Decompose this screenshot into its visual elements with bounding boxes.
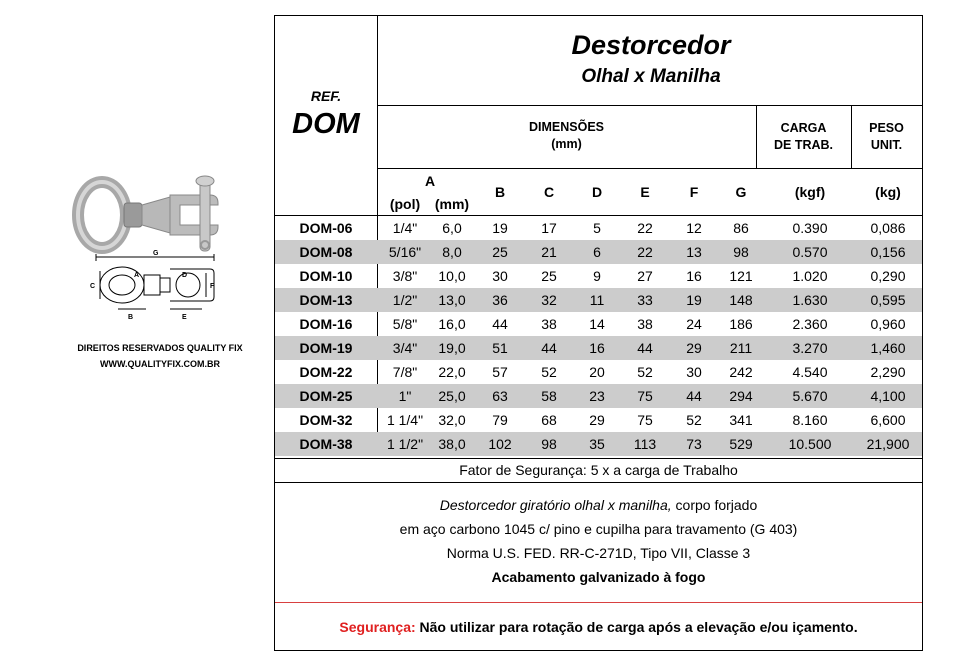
cell-g: 529 — [729, 436, 753, 452]
cell-kg: 0,595 — [870, 292, 906, 308]
table-row — [275, 288, 922, 312]
cell-g: 242 — [729, 364, 753, 380]
row-ref: DOM-22 — [299, 364, 353, 380]
safety-factor: Fator de Segurança: 5 x a carga de Trabalho — [459, 462, 738, 478]
cell-kgf: 10.500 — [788, 436, 832, 452]
cell-pol: 5/16" — [388, 244, 422, 260]
cell-g: 121 — [729, 268, 753, 284]
row-ref: DOM-16 — [299, 316, 353, 332]
cell-c: 38 — [541, 316, 557, 332]
cell-d: 11 — [589, 292, 605, 308]
weight-header: PESO UNIT. — [869, 121, 904, 152]
cell-f: 16 — [686, 268, 702, 284]
cell-d: 20 — [589, 364, 605, 380]
cell-f: 52 — [686, 412, 702, 428]
table-row — [275, 240, 922, 264]
row-ref: DOM-08 — [299, 244, 353, 260]
cell-f: 73 — [686, 436, 702, 452]
cell-kg: 4,100 — [870, 388, 906, 404]
table-row — [275, 408, 922, 432]
cell-d: 23 — [589, 388, 605, 404]
col-a: A — [424, 173, 436, 189]
cell-d: 16 — [589, 340, 605, 356]
cell-g: 86 — [733, 220, 749, 236]
cell-g: 294 — [729, 388, 753, 404]
col-kgf: (kgf) — [794, 184, 826, 200]
table-row — [275, 432, 922, 456]
cell-mm: 10,0 — [438, 268, 466, 284]
row-ref: DOM-38 — [299, 436, 353, 452]
description-line-4: Acabamento galvanizado à fogo — [491, 569, 706, 585]
col-d: D — [591, 184, 603, 200]
cell-b: 51 — [492, 340, 508, 356]
cell-e: 22 — [637, 244, 653, 260]
cell-kg: 2,290 — [870, 364, 906, 380]
row-ref: DOM-25 — [299, 388, 353, 404]
cell-kg: 6,600 — [870, 412, 906, 428]
cell-b: 19 — [492, 220, 508, 236]
cell-b: 44 — [492, 316, 508, 332]
cell-kg: 0,290 — [870, 268, 906, 284]
cell-mm: 16,0 — [438, 316, 466, 332]
table-row — [275, 384, 922, 408]
cell-e: 75 — [637, 412, 653, 428]
cell-pol: 1/4" — [392, 220, 418, 236]
cell-kg: 0,156 — [870, 244, 906, 260]
row-ref: DOM-06 — [299, 220, 353, 236]
cell-c: 58 — [541, 388, 557, 404]
cell-b: 57 — [492, 364, 508, 380]
cell-kgf: 0.390 — [792, 220, 828, 236]
cell-pol: 5/8" — [392, 316, 418, 332]
cell-pol: 1" — [398, 388, 412, 404]
dimension-letter-e: E — [182, 314, 187, 321]
dimension-letter-b: B — [128, 314, 134, 321]
col-g: G — [735, 184, 747, 200]
cell-c: 25 — [541, 268, 557, 284]
cell-d: 29 — [589, 412, 605, 428]
cell-pol: 1/2" — [392, 292, 418, 308]
cell-g: 341 — [729, 412, 753, 428]
cell-c: 68 — [541, 412, 557, 428]
cell-kgf: 5.670 — [792, 388, 828, 404]
cell-g: 186 — [729, 316, 753, 332]
cell-mm: 22,0 — [438, 364, 466, 380]
product-subtitle: Olhal x Manilha — [581, 66, 721, 87]
cell-g: 98 — [733, 244, 749, 260]
dimension-letter-f: F — [210, 283, 215, 290]
cell-pol: 3/4" — [392, 340, 418, 356]
cell-d: 35 — [589, 436, 605, 452]
cell-f: 44 — [686, 388, 702, 404]
row-ref: DOM-10 — [299, 268, 353, 284]
row-ref: DOM-19 — [299, 340, 353, 356]
cell-e: 75 — [637, 388, 653, 404]
table-row — [275, 216, 922, 240]
cell-kg: 21,900 — [866, 436, 910, 452]
table-row — [275, 312, 922, 336]
cell-d: 14 — [589, 316, 605, 332]
cell-e: 22 — [637, 220, 653, 236]
col-mm: (mm) — [434, 196, 470, 212]
cell-b: 79 — [492, 412, 508, 428]
cell-f: 13 — [686, 244, 702, 260]
table-row — [275, 360, 922, 384]
cell-b: 63 — [492, 388, 508, 404]
cell-pol: 3/8" — [392, 268, 418, 284]
description-line-2: em aço carbono 1045 c/ pino e cupilha para travamento (G 403) — [399, 521, 798, 537]
load-header: CARGA DE TRAB. — [773, 121, 834, 152]
cell-kgf: 0.570 — [792, 244, 828, 260]
col-c: C — [543, 184, 555, 200]
cell-mm: 6,0 — [442, 220, 462, 236]
cell-e: 38 — [637, 316, 653, 332]
cell-e: 52 — [637, 364, 653, 380]
cell-c: 32 — [541, 292, 557, 308]
dimension-letter-c: C — [90, 283, 96, 290]
cell-e: 44 — [637, 340, 653, 356]
cell-g: 148 — [729, 292, 753, 308]
col-f: F — [689, 184, 699, 200]
cell-pol: 1 1/4" — [386, 412, 424, 428]
cell-mm: 32,0 — [438, 412, 466, 428]
cell-kgf: 2.360 — [792, 316, 828, 332]
col-pol: (pol) — [389, 196, 421, 212]
product-title: Destorcedor — [571, 30, 731, 60]
cell-c: 44 — [541, 340, 557, 356]
cell-mm: 8,0 — [442, 244, 462, 260]
dimension-letter-d: D — [182, 272, 188, 279]
cell-c: 21 — [541, 244, 557, 260]
cell-c: 17 — [541, 220, 557, 236]
rights-notice: DIREITOS RESERVADOS QUALITY FIX — [77, 343, 243, 353]
spec-table — [274, 15, 923, 651]
col-e: E — [640, 184, 650, 200]
cell-d: 5 — [593, 220, 601, 236]
safety-warning — [275, 602, 922, 650]
cell-b: 25 — [492, 244, 508, 260]
cell-b: 102 — [488, 436, 512, 452]
col-kg: (kg) — [875, 184, 901, 200]
cell-mm: 38,0 — [438, 436, 466, 452]
dimensions-header: DIMENSÕES (mm) — [528, 120, 604, 151]
description-line-3: Norma U.S. FED. RR-C-271D, Tipo VII, Classe 3 — [446, 545, 751, 561]
cell-kgf: 8.160 — [792, 412, 828, 428]
safety-label: Segurança: — [339, 619, 416, 635]
cell-kg: 0,086 — [870, 220, 906, 236]
description-line-1: Destorcedor giratório olhal x manilha, corpo forjado — [439, 497, 758, 513]
ref-code: DOM — [292, 108, 360, 140]
cell-b: 36 — [492, 292, 508, 308]
cell-kgf: 4.540 — [792, 364, 828, 380]
cell-kg: 1,460 — [870, 340, 906, 356]
cell-kgf: 1.630 — [792, 292, 828, 308]
cell-f: 30 — [686, 364, 702, 380]
cell-c: 98 — [541, 436, 557, 452]
cell-kgf: 1.020 — [792, 268, 828, 284]
safety-text: Não utilizar para rotação de carga após a elevação e/ou içamento. — [415, 619, 858, 635]
cell-mm: 19,0 — [438, 340, 466, 356]
cell-g: 211 — [729, 340, 753, 356]
cell-f: 19 — [686, 292, 702, 308]
cell-pol: 7/8" — [392, 364, 418, 380]
cell-kgf: 3.270 — [792, 340, 828, 356]
cell-pol: 1 1/2" — [386, 436, 424, 452]
dimension-letter-a: A — [134, 272, 140, 279]
cell-mm: 25,0 — [438, 388, 466, 404]
cell-e: 33 — [637, 292, 653, 308]
cell-mm: 13,0 — [438, 292, 466, 308]
table-row — [275, 336, 922, 360]
cell-d: 6 — [593, 244, 601, 260]
cell-e: 27 — [637, 268, 653, 284]
cell-f: 29 — [686, 340, 702, 356]
cell-b: 30 — [492, 268, 508, 284]
cell-d: 9 — [593, 268, 601, 284]
row-ref: DOM-32 — [299, 412, 353, 428]
dimension-letter-g: G — [153, 250, 159, 257]
cell-kg: 0,960 — [870, 316, 906, 332]
table-row — [275, 264, 922, 288]
row-ref: DOM-13 — [299, 292, 353, 308]
col-b: B — [494, 184, 506, 200]
cell-f: 12 — [686, 220, 702, 236]
ref-label: REF. — [310, 88, 342, 104]
cell-f: 24 — [686, 316, 702, 332]
cell-e: 113 — [633, 436, 657, 452]
website-text: WWW.QUALITYFIX.COM.BR — [100, 359, 220, 369]
cell-c: 52 — [541, 364, 557, 380]
